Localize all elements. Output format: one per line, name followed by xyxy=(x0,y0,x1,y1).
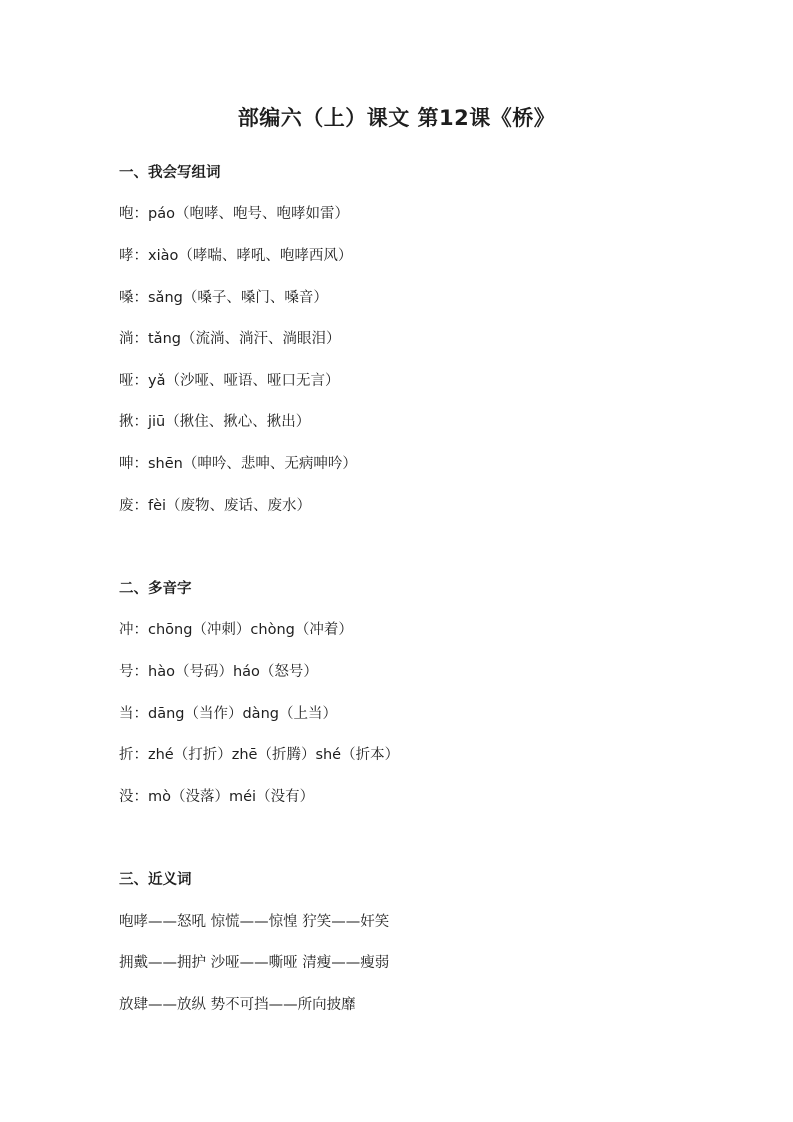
vocab-line-sang: 嗓：sǎng（嗓子、嗓门、嗓音） xyxy=(119,290,328,306)
vocab-line-jiu: 揪：jiū（揪住、揪心、揪出） xyxy=(119,414,311,430)
polyphone-line-mo: 没：mò（没落）méi（没有） xyxy=(119,789,315,805)
vocab-line-shen: 呻：shēn（呻吟、悲呻、无病呻吟） xyxy=(119,456,357,472)
polyphone-line-chong: 冲：chōng（冲刺）chòng（冲着） xyxy=(119,622,353,638)
section-heading-polyphones: 二、多音字 xyxy=(119,581,192,597)
vocab-line-fei: 废：fèi（废物、废话、废水） xyxy=(119,498,312,514)
polyphone-line-dang: 当：dāng（当作）dàng（上当） xyxy=(119,706,337,722)
synonym-line-3: 放肆——放纵 势不可挡——所向披靡 xyxy=(119,997,356,1013)
synonym-line-2: 拥戴——拥护 沙哑——嘶哑 清瘦——瘦弱 xyxy=(119,955,390,971)
synonym-line-1: 咆哮——怒吼 惊慌——惊惶 狞笑——奸笑 xyxy=(119,914,390,930)
vocab-line-pao: 咆：páo（咆哮、咆号、咆哮如雷） xyxy=(119,206,349,222)
section-heading-vocabulary: 一、我会写组词 xyxy=(119,165,221,181)
vocab-line-xiao: 哮：xiào（哮喘、哮吼、咆哮西风） xyxy=(119,248,353,264)
section-heading-synonyms: 三、近义词 xyxy=(119,872,192,888)
page-title: 部编六（上）课文 第12课《桥》 xyxy=(237,106,556,130)
vocab-line-ya: 哑：yǎ（沙哑、哑语、哑口无言） xyxy=(119,373,340,389)
vocab-line-tang: 淌：tǎng（流淌、淌汗、淌眼泪） xyxy=(119,331,341,347)
polyphone-line-hao: 号：hào（号码）háo（怒号） xyxy=(119,664,318,680)
polyphone-line-zhe: 折：zhé（打折）zhē（折腾）shé（折本） xyxy=(119,747,400,763)
